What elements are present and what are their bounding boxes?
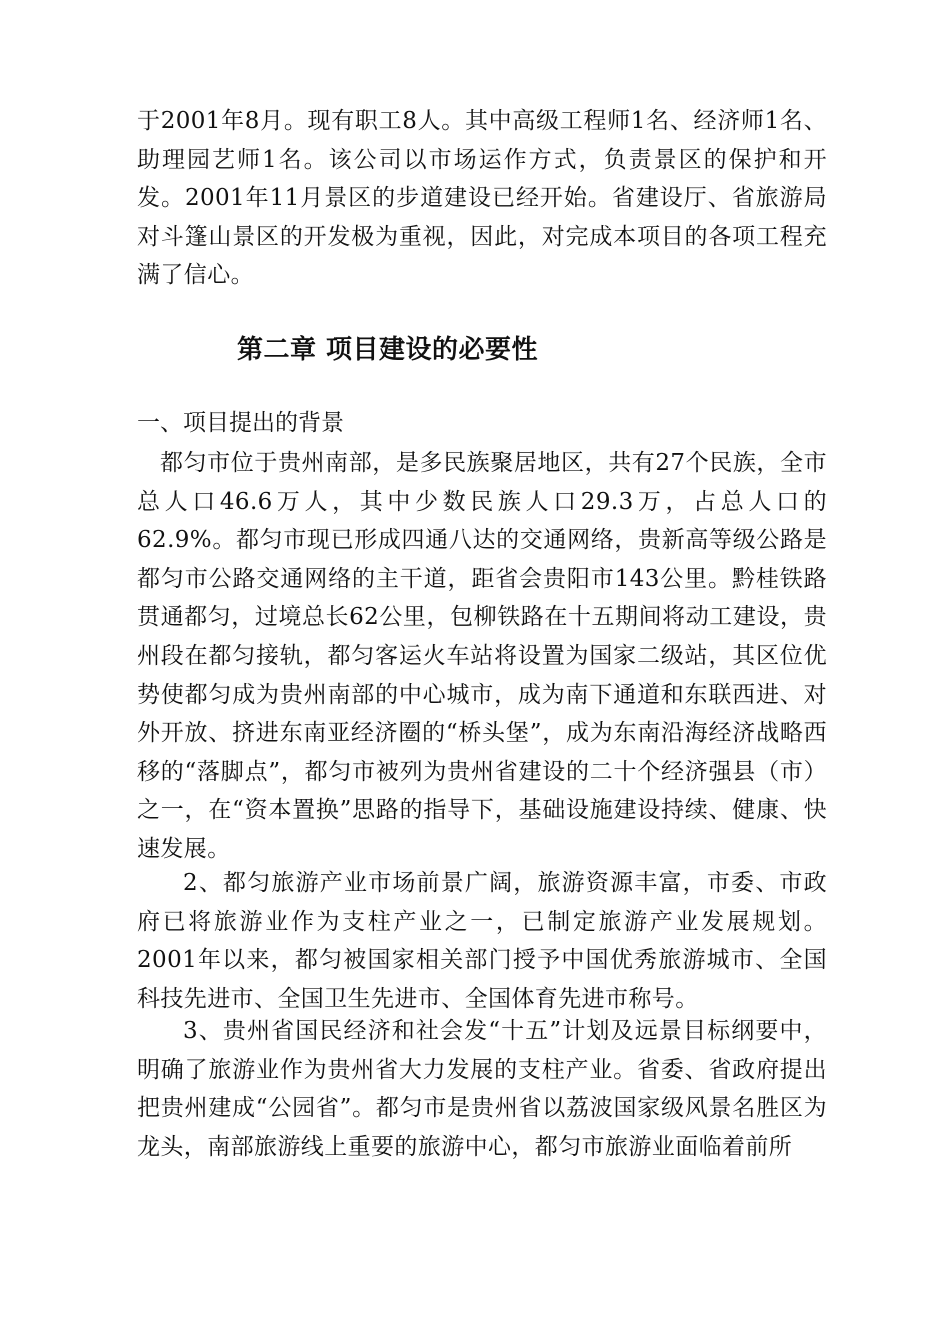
background-paragraph-1: 都匀市位于贵州南部，是多民族聚居地区，共有27个民族，全市总人口46.6万人，其中少数民族人口29.3万，占总人口的62.9%。都匀市现已形成四通八达的交通网络，贵新高等级公路是都匀市公路交通网络的主干道，距省会贵阳市143公里。黔桂铁路贯通都匀，过境总长62公里，包柳铁路在十五期间将动工建设，贵州段在都匀接轨，都匀客运火车站将设置为国家二级站，其区位优势使都匀成为贵州南部的中心城市，成为南下通道和东联西进、对外开放、挤进东南亚经济圈的“桥头堡”，成为东南沿海经济战略西移的“落脚点”，都匀市被列为贵州省建设的二十个经济强县（市）之一，在“资本置换”思路的指导下，基础设施建设持续、健康、快速发展。 [137, 450, 827, 862]
section-title: 一、项目提出的背景 [137, 410, 344, 436]
background-paragraph-2: 2、都匀旅游产业市场前景广阔，旅游资源丰富，市委、市政府已将旅游业作为支柱产业之一，已制定旅游产业发展规划。2001年以来，都匀被国家相关部门授予中国优秀旅游城市、全国科技先进市、全国卫生先进市、全国体育先进市称号。 [137, 870, 827, 1012]
background-paragraph-3: 3、贵州省国民经济和社会发“十五”计划及远景目标纲要中，明确了旅游业作为贵州省大力发展的支柱产业。省委、省政府提出把贵州建成“公园省”。都匀市是贵州省以荔波国家级风景名胜区为龙头，南部旅游线上重要的旅游中心，都匀市旅游业面临着前所 [137, 1018, 827, 1160]
intro-paragraph: 于2001年8月。现有职工8人。其中高级工程师1名、经济师1名、助理园艺师1名。该公司以市场运作方式，负责景区的保护和开发。2001年11月景区的步道建设已经开始。省建设厅、省旅游局对斗篷山景区的开发极为重视，因此，对完成本项目的各项工程充满了信心。 [137, 108, 827, 289]
chapter-title: 第二章 项目建设的必要性 [237, 335, 539, 365]
